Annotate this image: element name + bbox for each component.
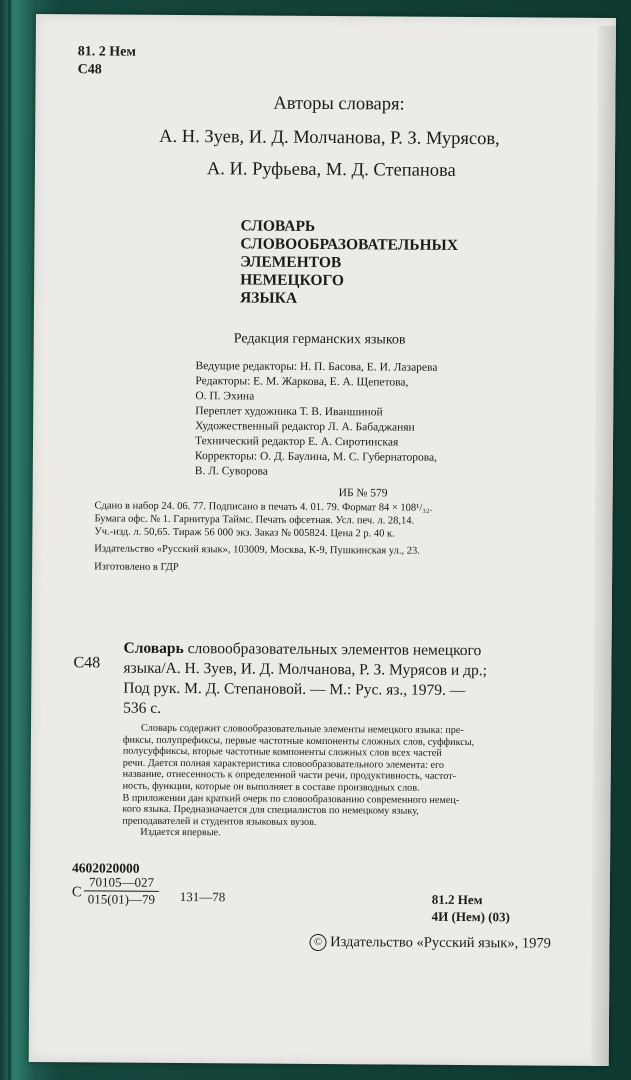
authors-line-1: А. Н. Зуев, И. Д. Молчанова, Р. З. Мурясов, <box>159 126 500 150</box>
udc-code: 81. 2 Нем <box>77 44 136 60</box>
annotation-block <box>122 723 474 841</box>
classification-line-2: 4И (Нем) (03) <box>431 908 510 925</box>
fraction-top: 70105—027 <box>88 874 155 890</box>
classification-block <box>432 891 510 926</box>
annotation-line: преподавателей и студентов языковых вузов. <box>122 815 317 828</box>
page-edge <box>591 26 616 1066</box>
annotation-line: фиксы, полупрефиксы, первые частотные компоненты сложных слов, суффиксы, <box>122 734 475 748</box>
catalog-line-3: Под рук. М. Д. Степановой. — М.: Рус. яз., 1979. — <box>123 679 466 700</box>
annotation-line: речи. Дается полная характеристика словообразовательного элемента: его <box>122 757 445 771</box>
price-code-fraction <box>84 874 159 908</box>
authors-line-2: А. И. Руфьева, М. Д. Степанова <box>206 159 456 181</box>
fraction-bottom: 015(01)—79 <box>84 890 159 908</box>
copyright-line <box>309 934 550 953</box>
annotation-line: полусуффиксы, вторые частотные компоненты сложных слов всех частей <box>122 745 442 760</box>
annotation-line: В приложении дан краткий очерк по словообразованию современного немец- <box>122 792 460 806</box>
annotation-line: название, отнесенность к определенной части речи, продуктивность, частот- <box>122 768 457 783</box>
isbn-number: 4602020000 <box>71 860 140 876</box>
imprint-line-2: Бумага офс. № 1. Гарнитура Таймс. Печать офсетная. Усл. печ. л. 28,14. <box>94 513 415 527</box>
credit-line: Ведущие редакторы: Н. П. Басова, Е. И. Лазарева <box>195 360 438 374</box>
credit-line: Корректоры: О. Д. Баулина, М. С. Губернаторова, <box>194 450 438 464</box>
catalog-line-1: словообразовательных элементов немецкого <box>187 640 482 660</box>
credit-line: Редакторы: Е. М. Жаркова, Е. А. Щепетова, <box>195 375 409 389</box>
price-code-letter: С <box>71 884 82 901</box>
credits-block <box>195 359 438 481</box>
editorial-office: Редакция германских языков <box>233 331 406 348</box>
publisher-address: Издательство «Русский язык», 103009, Москва, К-9, Пушкинская ул., 23. <box>94 543 420 557</box>
credit-line: Художественный редактор Л. А. Бабаджанян <box>195 420 415 434</box>
ib-number: ИБ № 579 <box>338 487 388 500</box>
catalog-code: С48 <box>73 654 101 672</box>
title-verso-page <box>29 14 616 1066</box>
credit-line: В. Л. Суворова <box>194 465 268 478</box>
annotation-line: ность, функции, которые он выполняет в составе производных слов. <box>122 780 420 794</box>
imprint-line-1: Сдано в набор 24. 06. 77. Подписано в печать 4. 01. 79. Формат 84 × 108¹/₃₂. <box>94 500 433 514</box>
copyright-text: Издательство «Русский язык», 1979 <box>330 934 551 952</box>
imprint-block <box>94 499 432 540</box>
made-in: Изготовлено в ГДР <box>94 561 179 574</box>
credit-line: Переплет художника Т. В. Иваншиной <box>195 405 383 419</box>
title-line-4: НЕМЕЦКОГО <box>240 271 345 290</box>
bbk-code: С48 <box>77 62 102 78</box>
catalog-line-2: языка/А. Н. Зуев, И. Д. Молчанова, Р. З. Мурясов и др.; <box>123 659 487 680</box>
classification-line-1: 81.2 Нем <box>431 891 483 908</box>
annotation-line: Издается впервые. <box>140 827 221 839</box>
credit-line: О. П. Эхина <box>195 390 255 403</box>
annotation-line: Словарь содержит словообразовательные элементы немецкого языка: пре- <box>140 722 464 737</box>
title-line-1: СЛОВАРЬ <box>240 217 316 235</box>
title-line-2: СЛОВООБРАЗОВАТЕЛЬНЫХ <box>240 235 459 254</box>
annotation-line: кого языка. Предназначается для специалистов по немецкому языку, <box>122 803 419 817</box>
copyright-icon: © <box>309 934 326 951</box>
book-title <box>240 217 458 309</box>
catalog-entry <box>123 639 487 722</box>
authors-heading: Авторы словаря: <box>273 93 405 115</box>
catalog-line-4: 536 с. <box>123 699 162 717</box>
credit-line: Технический редактор Е. А. Сиротинская <box>194 435 399 449</box>
imprint-line-3: Уч.-изд. л. 50,65. Тираж 56 000 экз. Заказ № 005824. Цена 2 р. 40 к. <box>94 526 395 540</box>
price-code-suffix: 131—78 <box>179 889 226 905</box>
catalog-title-bold: Словарь <box>123 639 184 658</box>
title-line-3: ЭЛЕМЕНТОВ <box>240 253 342 272</box>
title-line-5: ЯЗЫКА <box>239 289 298 307</box>
